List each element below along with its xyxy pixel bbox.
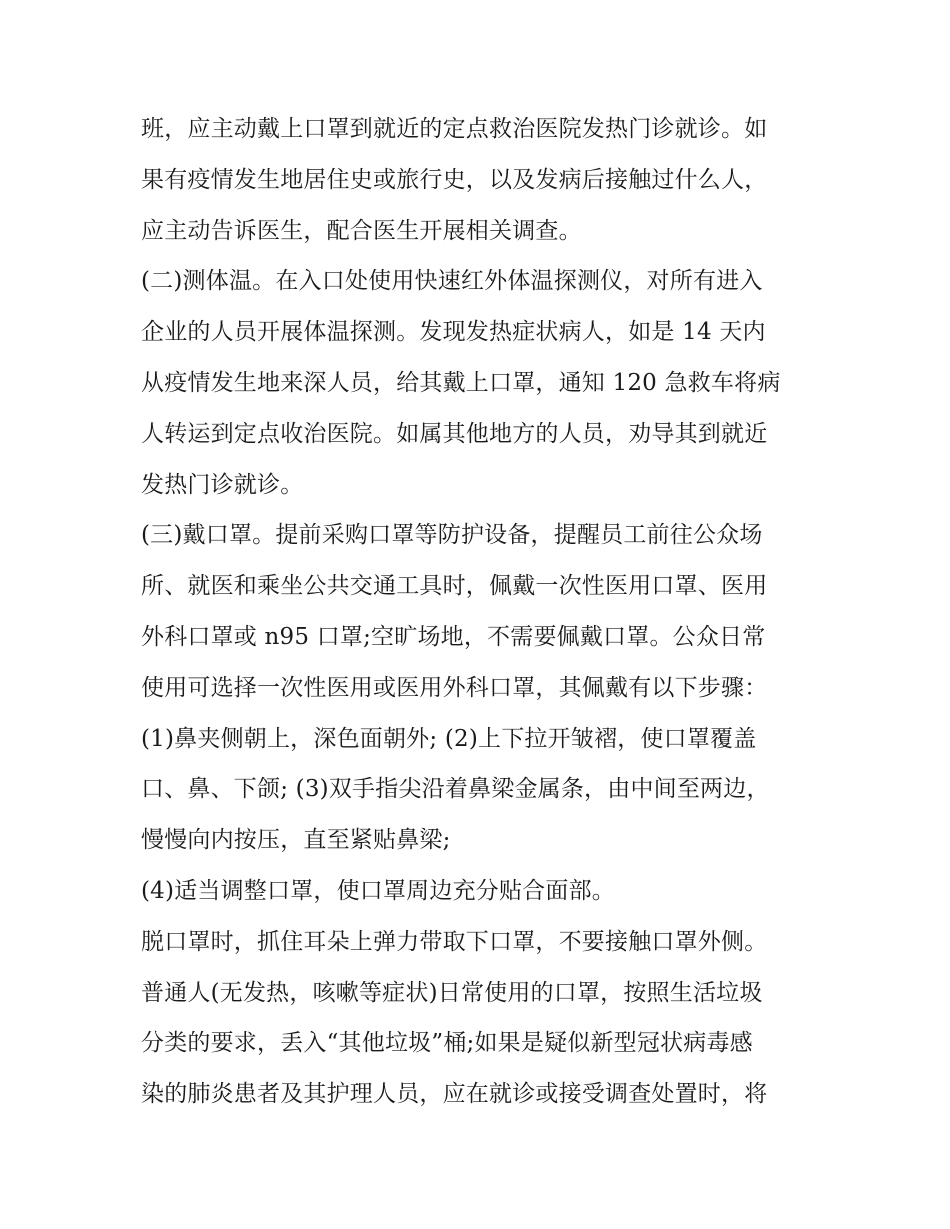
text-line: 果有疫情发生地居住史或旅行史，以及发病后接触过什么人，	[141, 166, 768, 193]
text-line: (二)测体温。在入口处使用快速红外体温探测仪，对所有进入	[141, 268, 763, 295]
text-line: 普通人(无发热，咳嗽等症状)日常使用的口罩，按照生活垃圾	[141, 979, 763, 1006]
text-line: 慢慢向内按压，直至紧贴鼻梁;	[141, 827, 451, 854]
text-line: 使用可选择一次性医用或医用外科口罩，其佩戴有以下步骤：	[141, 674, 768, 701]
text-line: 从疫情发生地来深人员，给其戴上口罩，通知 120 急救车将病	[141, 369, 781, 396]
text-line: (4)适当调整口罩，使口罩周边充分贴合面部。	[141, 877, 615, 904]
text-line: 企业的人员开展体温探测。发现发热症状病人，如是 14 天内	[141, 319, 766, 346]
text-line: 分类的要求，丢入“其他垃圾”桶;如果是疑似新型冠状病毒感	[141, 1030, 753, 1057]
text-line: (三)戴口罩。提前采购口罩等防护设备，提醒员工前往公众场	[141, 522, 763, 549]
text-line: 班，应主动戴上口罩到就近的定点救治医院发热门诊就诊。如	[141, 116, 768, 142]
text-line: 发热门诊就诊。	[141, 471, 304, 498]
text-line: 所、就医和乘坐公共交通工具时，佩戴一次性医用口罩、医用	[141, 573, 768, 600]
text-line: 应主动告诉医生，配合医生开展相关调查。	[141, 217, 582, 244]
text-line: 外科口罩或 n95 口罩;空旷场地，不需要佩戴口罩。公众日常	[141, 623, 766, 650]
text-line: (1)鼻夹侧朝上，深色面朝外; (2)上下拉开皱褶，使口罩覆盖	[141, 725, 757, 752]
text-line: 人转运到定点收治医院。如属其他地方的人员，劝导其到就近	[141, 420, 768, 447]
text-line: 脱口罩时，抓住耳朵上弹力带取下口罩，不要接触口罩外侧。	[141, 928, 768, 955]
document-body	[141, 108, 821, 1124]
text-line: 染的肺炎患者及其护理人员，应在就诊或接受调查处置时，将	[141, 1081, 768, 1108]
text-line: 口、鼻、下颌; (3)双手指尖沿着鼻梁金属条，由中间至两边，	[141, 776, 770, 803]
